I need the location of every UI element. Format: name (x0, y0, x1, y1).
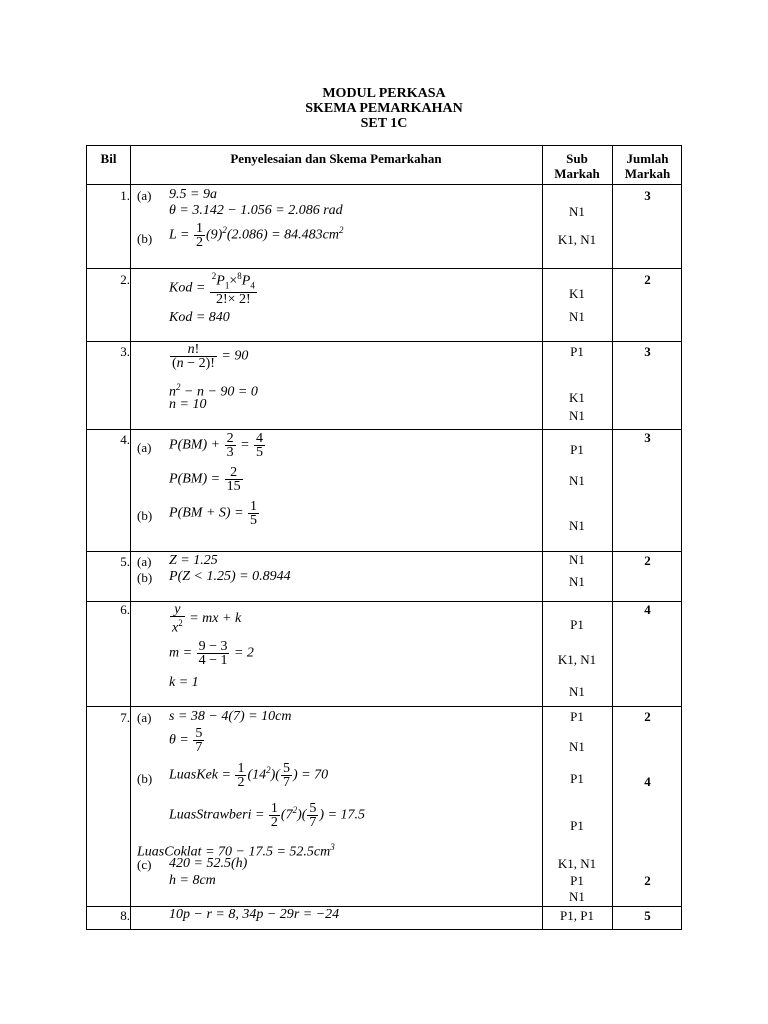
total-mark: 3 (644, 344, 651, 359)
total-mark: 2 (644, 272, 651, 287)
working-line: s = 38 − 4(7) = 10cm (169, 709, 292, 724)
sub-mark: P1, P1 (560, 908, 594, 923)
row-divider (87, 268, 681, 269)
working-line: $n^2 - n - 90 = 0$ (169, 382, 258, 400)
part-label: (b) (137, 231, 153, 246)
part-label: (a) (137, 710, 152, 725)
part-label: (a) (137, 188, 152, 203)
column-divider (542, 146, 543, 929)
row-divider (87, 706, 681, 707)
working-line: LuasKek = $\frac{1}{2}$ $(14^2)$( $\frac{5}{7}$ ) = 70 (169, 761, 329, 790)
working-line: 9.5 = 9a (169, 187, 217, 202)
sub-mark: K1, N1 (557, 652, 597, 667)
sub-mark: P1 (570, 771, 584, 786)
sub-mark: N1 (569, 739, 585, 754)
part-label: (b) (137, 570, 153, 585)
row-bil: 1. (120, 188, 130, 203)
sub-mark: P1 (570, 709, 584, 724)
working-line: L = $\frac{1}{2}$ $(9)^2(2.086) = 84.483cm^2$ (169, 221, 344, 250)
row-bil: 3. (120, 344, 130, 359)
sub-mark: N1 (569, 408, 585, 423)
row-divider (87, 341, 681, 342)
sub-mark: P1 (570, 617, 584, 632)
header-jumlah-line2: Markah (624, 166, 671, 181)
working-line: P(BM) = $\frac{2}{15}$ (169, 465, 241, 494)
part-label: (b) (137, 771, 153, 786)
working-line: 420 = 52.5(h) (169, 856, 248, 871)
row-bil: 5. (120, 554, 130, 569)
total-mark: 2 (644, 709, 651, 724)
row-divider (87, 184, 681, 185)
sub-mark: P1 (570, 818, 584, 833)
working-line: n = 10 (169, 397, 207, 412)
working-line: Kod = 840 (169, 310, 230, 325)
part-label: (b) (137, 508, 153, 523)
sub-mark: N1 (569, 889, 585, 904)
column-divider (612, 146, 613, 929)
working-line: P(BM + S) = $\frac{1}{5}$ (169, 499, 258, 528)
row-divider (87, 429, 681, 430)
sub-mark: N1 (569, 518, 585, 533)
working-line: 10p − r = 8, 34p − 29r = −24 (169, 907, 340, 922)
total-mark: 3 (644, 188, 651, 203)
row-bil: 6. (120, 602, 130, 617)
marking-scheme-table (86, 145, 682, 930)
sub-mark: P1 (570, 442, 584, 457)
working-line: Kod = $\frac{^2P_1\times^8P_4}{2!\times 2!}$ (169, 271, 255, 308)
total-mark: 4 (644, 774, 651, 789)
working-line: LuasStrawberi = $\frac{1}{2}$ $(7^2)$( $\frac{5}{7}$ ) = 17.5 (169, 801, 366, 830)
title-line-1: MODUL PERKASA (322, 86, 446, 101)
sub-mark: N1 (569, 309, 585, 324)
sub-mark: N1 (569, 684, 585, 699)
header-sub-markah (542, 151, 612, 181)
sub-mark: K1 (569, 286, 585, 301)
total-mark: 3 (644, 430, 651, 445)
working-line: θ = $\frac{5}{7}$ (169, 726, 203, 755)
total-mark: 5 (644, 908, 651, 923)
working-line: $\frac{y}{x^2}$ = mx + k (172, 602, 242, 636)
sub-mark: N1 (569, 473, 585, 488)
document-title (0, 86, 768, 131)
working-line: Z = 1.25 (169, 553, 218, 568)
header-penyelesaian: Penyelesaian dan Skema Pemarkahan (230, 151, 442, 166)
sub-mark: P1 (570, 873, 584, 888)
header-jumlah-line1: Jumlah (626, 151, 669, 166)
row-bil: 7. (120, 710, 130, 725)
part-label: (c) (137, 857, 152, 872)
header-jumlah-markah (612, 151, 683, 181)
working-line: h = 8cm (169, 873, 216, 888)
part-label: (a) (137, 440, 152, 455)
sub-mark: K1, N1 (557, 232, 597, 247)
row-bil: 4. (120, 432, 130, 447)
header-sub-line2: Markah (554, 166, 600, 181)
total-mark: 4 (644, 602, 651, 617)
sub-mark: K1 (569, 390, 585, 405)
part-label: (a) (137, 554, 152, 569)
working-line: k = 1 (169, 675, 199, 690)
total-mark: 2 (644, 553, 651, 568)
sub-mark: N1 (569, 574, 585, 589)
working-line: P(Z < 1.25) = 0.8944 (169, 569, 291, 584)
sub-mark: N1 (569, 552, 585, 567)
working-line: P(BM) + $\frac{2}{3}$ = $\frac{4}{5}$ (169, 431, 264, 460)
title-line-2: SKEMA PEMARKAHAN (305, 101, 463, 116)
total-mark: 2 (644, 873, 651, 888)
title-line-3: SET 1C (360, 116, 408, 131)
sub-mark: K1, N1 (557, 856, 597, 871)
working-line: θ = 3.142 − 1.056 = 2.086 rad (169, 203, 343, 218)
header-bil: Bil (100, 151, 117, 166)
working-line: m = $\frac{9 - 3}{4 - 1}$ = 2 (169, 639, 254, 668)
row-bil: 8. (120, 908, 130, 923)
working-line: $\frac{n!}{(n - 2)!}$ = 90 (172, 342, 249, 371)
sub-mark: N1 (569, 204, 585, 219)
column-divider (130, 146, 131, 929)
sub-mark: P1 (570, 344, 584, 359)
working-line: LuasCoklat = $70 - 17.5 = 52.5cm^3$ (137, 842, 335, 860)
row-bil: 2. (120, 272, 130, 287)
header-sub-line1: Sub (566, 151, 588, 166)
